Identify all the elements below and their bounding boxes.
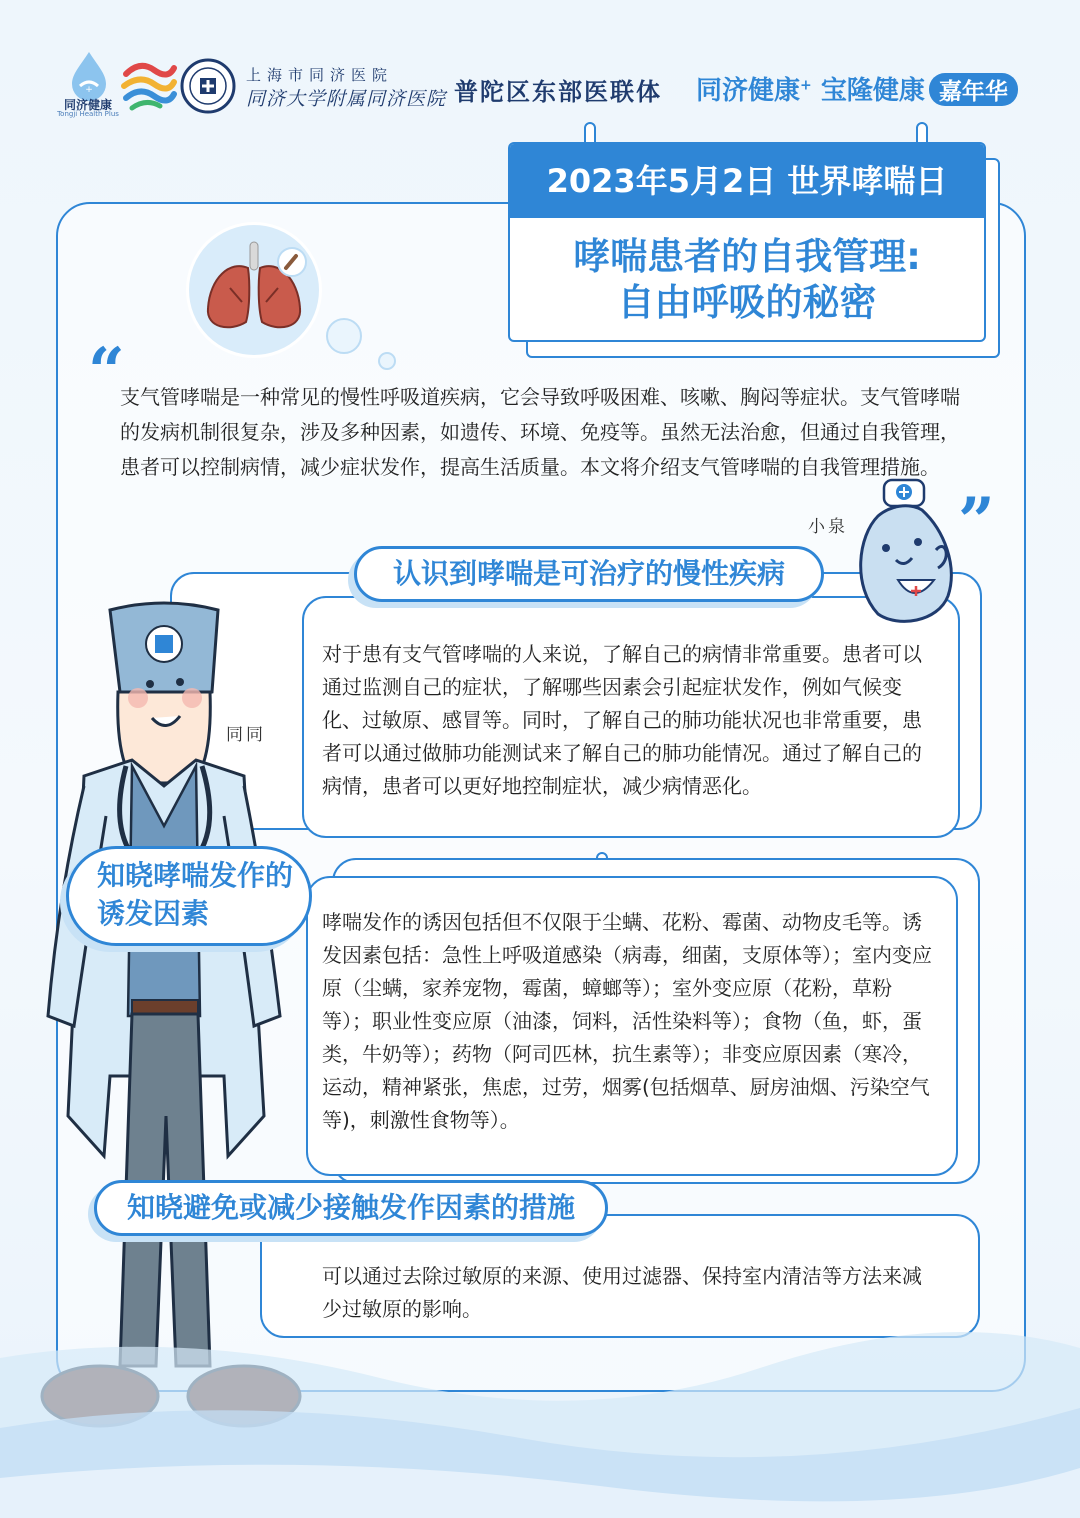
hospital-seal-icon	[180, 58, 236, 114]
mascot-name-label: 小泉	[808, 517, 848, 537]
brand-left: 同济健康	[696, 76, 801, 106]
district-alliance-name: 普陀区东部医联体	[454, 77, 662, 106]
hospital-name-line2: 同济大学附属同济医院	[246, 88, 447, 110]
decor-bubble	[326, 318, 362, 354]
brand-badge: 嘉年华	[929, 73, 1018, 106]
hospital-name-line1: 上海市同济医院	[246, 66, 394, 84]
logo1-text: 同济健康	[63, 98, 112, 112]
decor-bubble	[378, 352, 396, 370]
intro-paragraph: 支气管哮喘是一种常见的慢性呼吸道疾病，它会导致呼吸困难、咳嗽、胸闷等症状。支气管哮喘的发病机制很复杂，涉及多种因素，如遗传、环境、免疫等。虽然无法治愈，但通过自我管理，患者可以控制病情，减少症状发作，提高生活质量。本文将介绍支气管哮喘的自我管理措施。	[120, 385, 960, 479]
logo1-subtext: Tongji Health Plus	[57, 110, 119, 118]
svg-text:+: +	[85, 85, 93, 95]
page-title	[510, 218, 984, 326]
open-quote-mark: “	[88, 334, 125, 409]
brand-plus: +	[800, 77, 812, 94]
mascot-illustration	[848, 476, 958, 626]
brand-right: 宝隆健康	[820, 76, 925, 106]
wave-logo-icon	[120, 56, 178, 112]
section2-text: 哮喘发作的诱因包括但不仅限于尘螨、花粉、霉菌、动物皮毛等。诱发因素包括：急性上呼吸道感染（病毒，细菌，支原体等）；室内变应原（尘螨，家养宠物，霉菌，蟑螂等）；室外变应原（花粉，草粉等）；职业性变应原（油漆，饲料，活性染料等）；食物（鱼，虾，蛋类，牛奶等）；药物（阿司匹林，抗生素等）；非变应原因素（寒冷，运动，精神紧张，焦虑，过劳，烟雾(包括烟草、厨房油烟、污染空气等)，刺激性食物等）。	[322, 910, 932, 1132]
lungs-icon	[200, 238, 310, 338]
section1-text: 对于患有支气管哮喘的人来说，了解自己的病情非常重要。患者可以通过监测自己的症状，了解哪些因素会引起症状发作，例如气候变化、过敏原、感冒等。同时，了解自己的肺功能状况也非常重要，患者可以通过做肺功能测试来了解自己的肺功能情况。通过了解自己的病情，患者可以更好地控制症状，减少病情恶化。	[322, 642, 922, 798]
brand-name	[696, 70, 1018, 107]
section3-text: 可以通过去除过敏原的来源、使用过滤器、保持室内清洁等方法来减少过敏原的影响。	[322, 1264, 922, 1321]
title-banner	[508, 142, 986, 342]
page-title-line1: 哮喘患者的自我管理:	[573, 235, 921, 278]
section2-card	[306, 876, 958, 1176]
close-quote-mark: ”	[958, 484, 995, 559]
section2-title-pill: 知晓哮喘发作的诱发因素	[66, 846, 312, 946]
bottom-wave-decoration	[0, 1318, 1080, 1518]
page-title-line2: 自由呼吸的秘密	[617, 281, 877, 324]
section1-card	[302, 596, 960, 838]
doctor-name-label: 同同	[226, 725, 266, 745]
event-date-title: 2023年5月2日 世界哮喘日	[510, 144, 984, 218]
section1-title-pill: 认识到哮喘是可治疗的慢性疾病	[354, 546, 824, 602]
section3-title-pill: 知晓避免或减少接触发作因素的措施	[94, 1180, 608, 1236]
